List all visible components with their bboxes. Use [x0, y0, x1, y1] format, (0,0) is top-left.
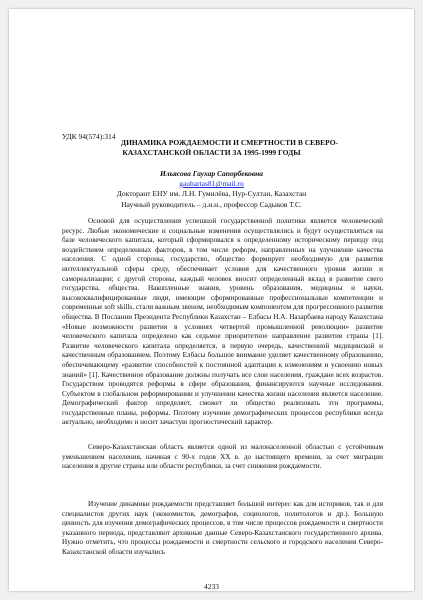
udc-code: УДК 94(574):314 — [62, 132, 116, 141]
paragraph-text: Северо-Казахстанская область является одной из малонаселенной областью с устойчивым уменьшением населения, начиная с 90-х годов XX в. до настоящего времени, за счет миграции населения в другие страны или области республики, за счет снижения рождаемости. — [62, 443, 383, 471]
paragraph-text: Изучение динамики рождаемости представляет большой интерес как для историков, так и для специалистов других наук (экономистов, демографов, социологов, политологов и др.). Большую ценность для изучения демографических процессов, в том числе процессов рождаемости и смертности указанного периода, представляют архивные данные Северо-Казахстанского государственного архива. Нужно отметить, что процессы рождаемости и смертности сельского и городского населения Северо-Казахстанской области изучались — [62, 500, 383, 556]
title-line-2: КАЗАХСТАНСКОЙ ОБЛАСТИ ЗА 1995-1999 ГОДЫ — [122, 148, 301, 157]
author-affiliation: Докторант ЕНУ им. Л.Н. Гумилёва, Нур-Султан, Казахстан — [116, 189, 307, 198]
title-line-1: ДИНАМИКА РОЖДАЕМОСТИ И СМЕРТНОСТИ В СЕВЕРО- — [120, 138, 339, 147]
scientific-advisor: Научный руководитель – д.и.н., профессор Садыков Т.С. — [121, 200, 302, 209]
body-paragraph-1 — [62, 217, 383, 428]
paragraph-text: Основой для осуществления успешной государственной политики является человеческий ресурс. Любые экономические и социальные изменения осуществлялись и будут осуществляться на базе человеческого капитала, который сформировался к определенному историческому периоду под воздействием определенных факторов, в том числе реформ, направленных на улучшение качества населения. С одной стороны, государство, общество формирует необходимую для развития интеллектуальной сферы среду, обеспечивает условия для качественного уровня жизни и самореализации; с другой стороны, каждый человек вносит определенный вклад в развитие свего государства, общества. Накопленные знания, уровень образования, медицины и науки, высококвалифицированные люди, имеющие сформированные профессиональные компетенции и современные soft skills, стали важным звеном, необходимым компонентом для прогрессивного развития общества. В Послании Президента Республики Казахстан – Елбасы Н.А. Назарбаева народу Казахстана «Новые возможности развития в условиях четвертой промышленной революции» развитие человеческого капитала определено как седьмое приоритетное направление развития страны [1]. Развитие человеческого капитала определяется, в первую очередь, качественной медицинской и качественным образованием. Поэтому Елбасы большое внимание уделяет качественному образованию, обеспечивающему «развитие способностей к постоянной адаптации к изменениям и усвоению новых знаний» [1]. Качественное образование должны получать все слои населения, граждане всех возрастов. Государством проводятся реформы в сфере образования, финансируются научные исследования. Субъектом в глобальном реформировании и улучшении качества жизни населения является население. Демографический фактор определяет, сможет ли общество реализовать эти программы, государственные планы, реформы. Поэтому изучение демографических процессов республики всегда актуально, необходимо и носит зачастую прогностический характер. — [62, 217, 383, 427]
body-paragraph-2 — [62, 443, 383, 472]
author-name: Ильясова Гаухар Сапорбековна — [159, 169, 264, 178]
body-paragraph-3 — [62, 500, 383, 558]
page-number: 4233 — [204, 582, 219, 591]
author-email-link[interactable]: gauhartas81@mail.ru — [179, 179, 244, 188]
document-page — [9, 9, 414, 591]
author-email-row — [9, 179, 414, 188]
